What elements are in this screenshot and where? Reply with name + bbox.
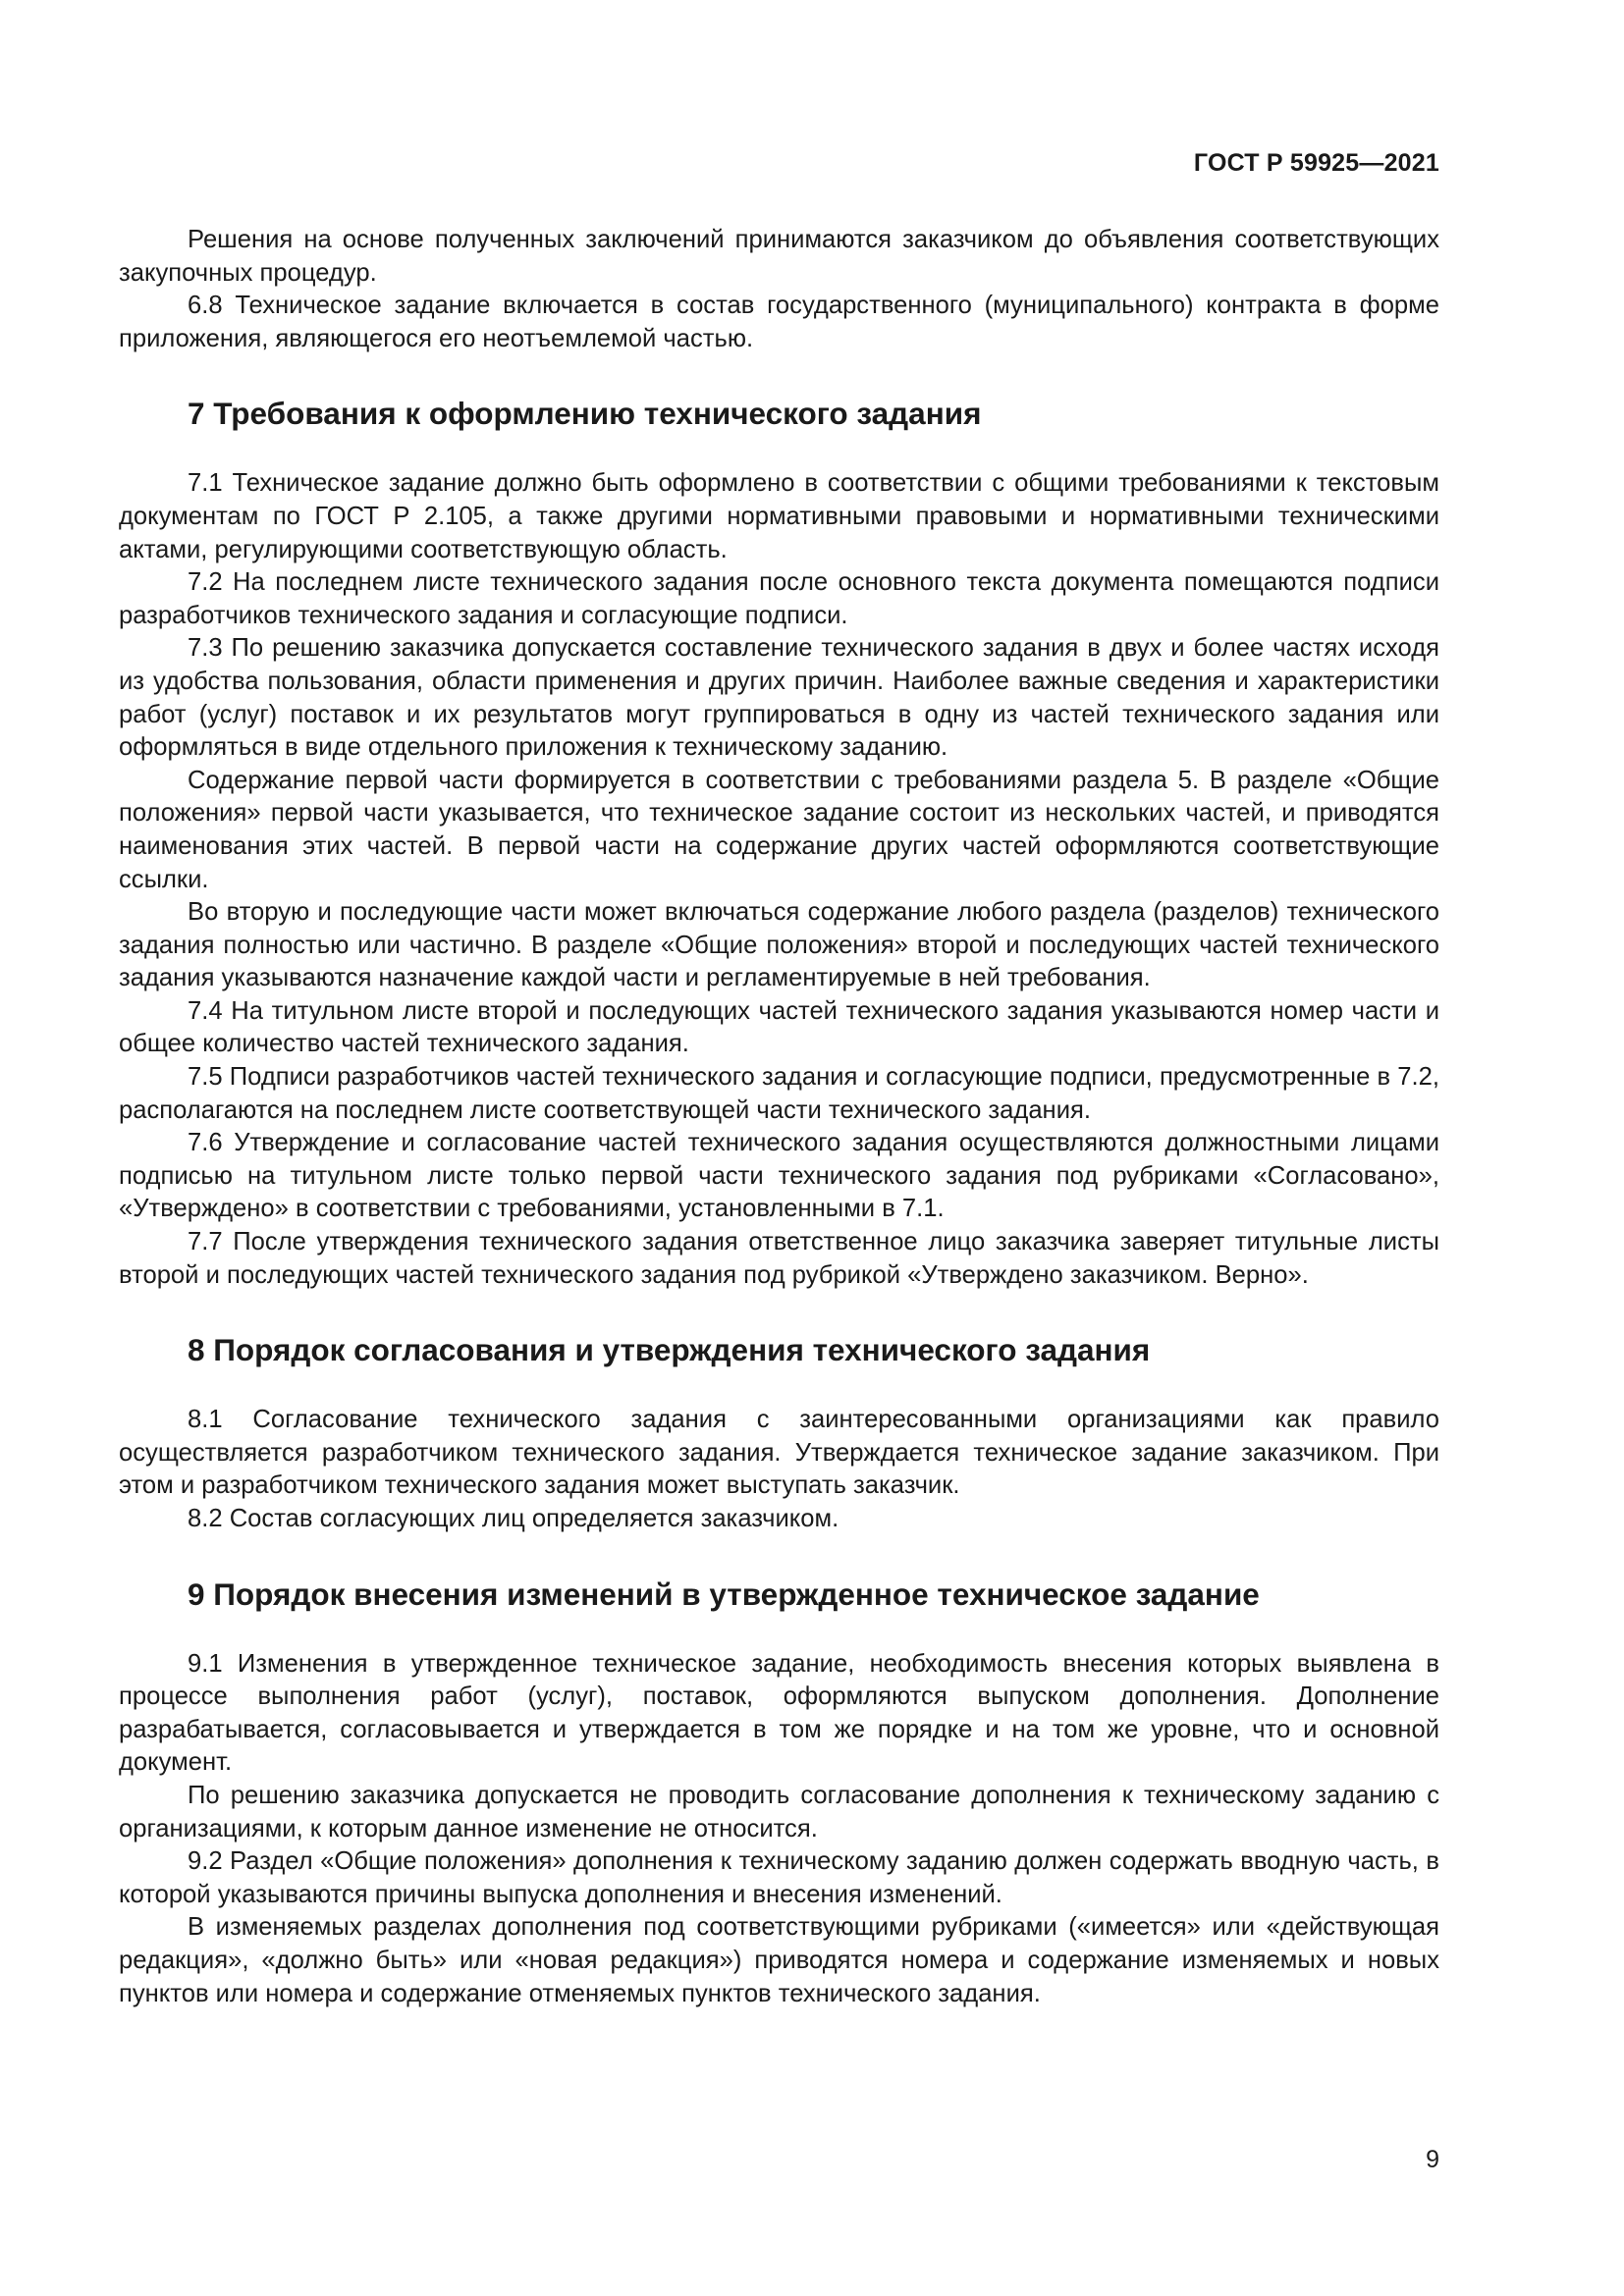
document-code-header: ГОСТ Р 59925—2021 <box>1193 149 1439 177</box>
document-body <box>119 224 1439 2010</box>
paragraph-7-3-part2: Во вторую и последующие части может включаться содержание любого раздела (разделов) технического задания полностью или частично. В разделе «Общие положения» второй и последующих частей технического задания указываются назначение каждой части и регламентируемые в ней требования. <box>119 898 1439 992</box>
paragraph-7-5: 7.5 Подписи разработчиков частей технического задания и согласующие подписи, предусмотренные в 7.2, располагаются на последнем листе соответствующей части технического задания. <box>119 1063 1439 1124</box>
paragraph-7-1: 7.1 Техническое задание должно быть оформлено в соответствии с общими требованиями к текстовым документам по ГОСТ Р 2.105, а также другими нормативными правовыми и нормативными техническими актами, регулирующими соответствующую область. <box>119 469 1439 563</box>
paragraph-7-4: 7.4 На титульном листе второй и последующих частей технического задания указываются номер части и общее количество частей технического задания. <box>119 996 1439 1058</box>
paragraph-7-6: 7.6 Утверждение и согласование частей технического задания осуществляются должностными лицами подписью на титульном листе только первой части технического задания под рубриками «Согласовано», «Утверждено» в соответствии с требованиями, установленными в 7.1. <box>119 1129 1439 1223</box>
paragraph-9-2: 9.2 Раздел «Общие положения» дополнения к техническому заданию должен содержать вводную часть, в которой указываются причины выпуска дополнения и внесения изменений. <box>119 1847 1439 1908</box>
paragraph-6-8: 6.8 Техническое задание включается в состав государственного (муниципального) контракта в форме приложения, являющегося его неотъемлемой частью. <box>119 292 1439 352</box>
section-8-heading: 8 Порядок согласования и утверждения технического задания <box>188 1332 1151 1368</box>
paragraph-9-2-addendum: В изменяемых разделах дополнения под соответствующими рубриками («имеется» или «действующая редакция», «должно быть» или «новая редакция») приводятся номера и содержание изменяемых и новых пунктов или номера и содержание отменяемых пунктов технического задания. <box>119 1913 1439 2007</box>
paragraph-8-2: 8.2 Состав согласующих лиц определяется заказчиком. <box>188 1505 839 1532</box>
paragraph-7-7: 7.7 После утверждения технического задания ответственное лицо заказчика заверяет титульные листы второй и последующих частей технического задания под рубрикой «Утверждено заказчиком. Верно». <box>119 1228 1439 1289</box>
paragraph-7-3: 7.3 По решению заказчика допускается составление технического задания в двух и более частях исходя из удобства пользования, области применения и других причин. Наиболее важные сведения и характеристики работ (услуг) поставок и их результатов могут группироваться в одну из частей технического задания или оформляться в виде отдельного приложения к техническому заданию. <box>119 634 1439 762</box>
section-9-heading: 9 Порядок внесения изменений в утвержденное техническое задание <box>188 1575 1260 1612</box>
paragraph-7-2: 7.2 На последнем листе технического задания после основного текста документа помещаются подписи разработчиков технического задания и согласующие подписи. <box>119 568 1439 629</box>
paragraph-9-1: 9.1 Изменения в утвержденное техническое задание, необходимость внесения которых выявлена в процессе выполнения работ (услуг), поставок, оформляются выпуском дополнения. Дополнение разрабатывается, согласовывается и утверждается в том же порядке и на том же уровне, что и основной документ. <box>119 1649 1439 1777</box>
paragraph-9-1-addendum: По решению заказчика допускается не проводить согласование дополнения к техническому заданию с организациями, к которым данное изменение не относится. <box>119 1781 1439 1842</box>
page-number: 9 <box>1426 2146 1439 2173</box>
paragraph-intro-1: Решения на основе полученных заключений принимаются заказчиком до объявления соответствующих закупочных процедур. <box>119 226 1439 287</box>
paragraph-8-1: 8.1 Согласование технического задания с заинтересованными организациями как правило осуществляется разработчиком технического задания. Утверждается техническое задание заказчиком. При этом и разработчиком технического задания может выступать заказчик. <box>119 1406 1439 1500</box>
section-7-heading: 7 Требования к оформлению технического задания <box>188 396 982 432</box>
paragraph-7-3-part1: Содержание первой части формируется в соответствии с требованиями раздела 5. В разделе «Общие положения» первой части указывается, что техническое задание состоит из нескольких частей, и приводятся наименования этих частей. В первой части на содержание других частей оформляются соответствующие ссылки. <box>119 766 1439 893</box>
